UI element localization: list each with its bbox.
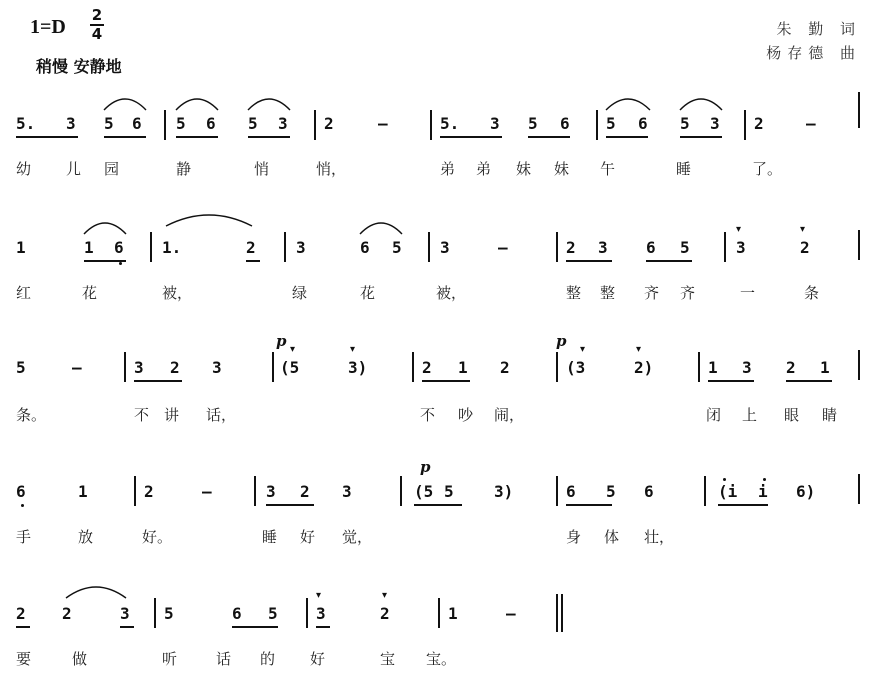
lyric: 宝。 [426,650,457,668]
lyric: 好 [300,528,316,546]
note: 6 [16,482,26,501]
note: 1 [708,358,718,377]
lyric: 不 [420,406,436,424]
lyric: 放 [78,528,94,546]
lyric: 花 [82,284,98,302]
lyric: 幼 [16,160,32,178]
note: 1 [458,358,468,377]
note: 6 [114,238,124,257]
lyric: 静 [176,160,192,178]
lyric: 话， [206,406,237,424]
lyric: 要 [16,650,32,668]
note: 3 [296,238,306,257]
note: 3 [440,238,450,257]
note: 6 [560,114,570,133]
note: 2 [246,238,256,257]
note: 2) [634,358,654,377]
lyric: 整 [566,284,582,302]
lyric: 吵 [458,406,474,424]
note: 1 [78,482,88,501]
note: 3 [598,238,608,257]
lyric: 宝 [380,650,396,668]
accent-mark: ▾ [290,344,296,355]
lyric: 睛 [822,406,838,424]
lyric: 妹 [516,160,532,178]
lyric: 手 [16,528,32,546]
slur [176,99,218,110]
lyric: 听 [162,650,178,668]
note: 5 [104,114,114,133]
note: 3 [742,358,752,377]
note: 5 [176,114,186,133]
lyric: 的 [260,650,276,668]
lyric: 好。 [142,528,173,546]
note: (3 [566,358,586,377]
note: 2 [754,114,764,133]
slur [680,99,722,110]
dynamic-mark: p [420,458,431,476]
note: 2 [422,358,432,377]
lyric: 绿 [292,284,308,302]
lyric: 眼 [784,406,800,424]
slur [248,99,290,110]
note: 3 [134,358,144,377]
lyric: 壮， [644,528,675,546]
note: 2 [566,238,576,257]
note: 3 [212,358,222,377]
lyric: 整 [600,284,616,302]
note: 5 [606,482,616,501]
lyric: 悄 [254,160,270,178]
accent-mark: ▾ [382,590,388,601]
lyric: 不 [134,406,150,424]
lyric: 弟 [476,160,492,178]
note: 2 [16,604,26,623]
note: 6 [360,238,370,257]
note: – [506,604,516,623]
note: 5 [680,238,690,257]
accent-mark: ▾ [800,224,806,235]
lyric: 红 [16,284,32,302]
note: 6 [132,114,142,133]
slur [360,223,402,234]
lyric: 好 [310,650,326,668]
note: 6) [796,482,816,501]
slur [66,587,126,598]
slur [104,99,146,110]
composer-credit: 杨存德 曲 [766,44,861,62]
time-numerator: 2 [91,6,103,24]
lyric: 条 [804,284,820,302]
note: 5 [680,114,690,133]
time-denominator: 4 [91,25,103,43]
note: 2 [380,604,390,623]
accent-mark: ▾ [316,590,322,601]
note: 5 [16,358,26,377]
note: 5 [392,238,402,257]
note: (5 [280,358,300,377]
lyric: 觉， [342,528,373,546]
note: i [758,482,768,501]
lyric: 花 [360,284,376,302]
note: 3 [316,604,326,623]
note: 5. [440,114,460,133]
note: 2 [324,114,334,133]
note: 5 [444,482,454,501]
slur [606,99,650,110]
lyric: 讲 [164,406,180,424]
lyric: 闭 [706,406,722,424]
note: (5 [414,482,434,501]
lyric: 儿 [66,160,82,178]
lyric: 身 [566,528,582,546]
note: 5 [248,114,258,133]
note: 3 [710,114,720,133]
note: 5 [606,114,616,133]
note: – [72,358,82,377]
note: 1 [448,604,458,623]
note: 2 [300,482,310,501]
tempo-marking: 稍慢 安静地 [36,57,122,76]
key-signature: 1=D [30,16,66,38]
lyric: 弟 [440,160,456,178]
accent-mark: ▾ [636,344,642,355]
note: 3 [66,114,76,133]
note: 2 [500,358,510,377]
lyric: 上 [742,406,758,424]
lyric: 条。 [16,406,47,424]
note: 3) [348,358,368,377]
note: 6 [566,482,576,501]
lyric: 午 [600,160,616,178]
lyric: 园 [104,160,120,178]
note: 3) [494,482,514,501]
note: 1 [84,238,94,257]
note: 1. [162,238,182,257]
lyric: 被， [162,284,193,302]
slur [166,215,252,226]
lyric: 睡 [262,528,278,546]
lyric: 被， [436,284,467,302]
note: 2 [170,358,180,377]
dynamic-mark: p [556,332,567,350]
accent-mark: ▾ [580,344,586,355]
note: 6 [646,238,656,257]
lyric: 一 [740,284,756,302]
note: 2 [786,358,796,377]
note: 3 [736,238,746,257]
note: 6 [206,114,216,133]
note: 5 [164,604,174,623]
accent-mark: ▾ [350,344,356,355]
lyric: 做 [72,650,88,668]
note: 3 [342,482,352,501]
note: 5 [528,114,538,133]
note: 5 [268,604,278,623]
note: 3 [490,114,500,133]
lyric: 齐 [680,284,696,302]
note: 2 [800,238,810,257]
slur [84,223,126,234]
note: 1 [820,358,830,377]
note: – [378,114,388,133]
note: 3 [278,114,288,133]
lyric: 妹 [554,160,570,178]
dynamic-mark: p [276,332,287,350]
note: 2 [62,604,72,623]
note: 1 [16,238,26,257]
note: 6 [638,114,648,133]
note: – [202,482,212,501]
accent-mark: ▾ [736,224,742,235]
lyric: 话 [216,650,232,668]
note: 6 [644,482,654,501]
lyric: 睡 [676,160,692,178]
lyric: 悄， [316,160,347,178]
note: 3 [120,604,130,623]
note: 6 [232,604,242,623]
note: – [806,114,816,133]
note: – [498,238,508,257]
note: 5. [16,114,36,133]
lyric: 齐 [644,284,660,302]
lyric: 闹， [494,406,525,424]
lyricist-credit: 朱 勤 词 [776,20,861,38]
lyric: 了。 [752,160,783,178]
note: (i [718,482,738,501]
lyric: 体 [604,528,620,546]
note: 2 [144,482,154,501]
note: 3 [266,482,276,501]
